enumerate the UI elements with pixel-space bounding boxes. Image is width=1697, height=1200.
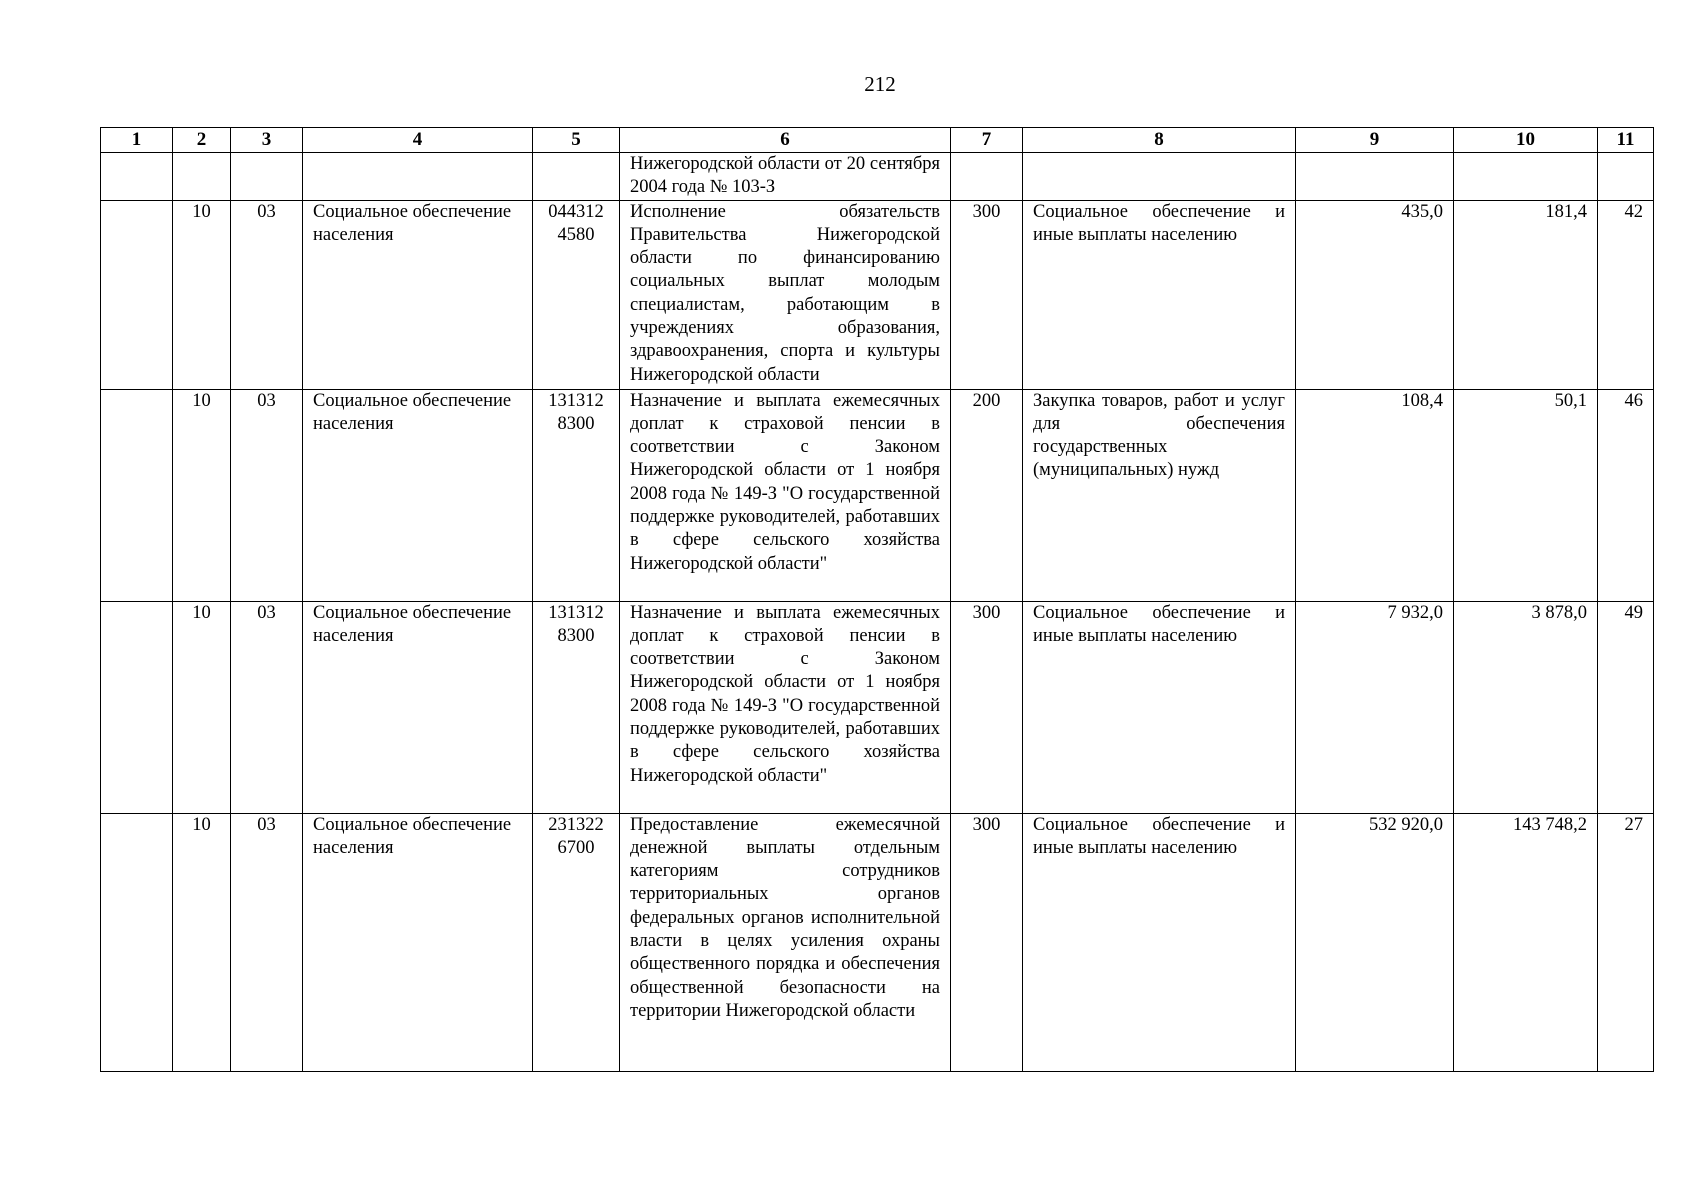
- column-header-3: 3: [231, 128, 303, 153]
- cell-amount-actual: 143 748,2: [1454, 813, 1598, 1071]
- column-header-1: 1: [101, 128, 173, 153]
- cell-amount-actual: 3 878,0: [1454, 601, 1598, 813]
- cell-target-code: 131312 8300: [533, 389, 620, 601]
- cell-amount-plan: 532 920,0: [1296, 813, 1454, 1071]
- column-header-2: 2: [173, 128, 231, 153]
- cell-section: 10: [173, 601, 231, 813]
- budget-table: [100, 127, 1654, 1072]
- cell-col1: [101, 200, 173, 389]
- table-row: [101, 200, 1654, 389]
- table-row: [101, 389, 1654, 601]
- column-header-9: 9: [1296, 128, 1454, 153]
- cell-section-name: Социальное обеспечение населения: [303, 389, 533, 601]
- cell-expense-type-name: Социальное обеспечение и иные выплаты населению: [1023, 200, 1296, 389]
- cell-expense-type: 300: [951, 200, 1023, 389]
- cell-target-code: 044312 4580: [533, 200, 620, 389]
- cell-section-name: Социальное обеспечение населения: [303, 601, 533, 813]
- column-header-4: 4: [303, 128, 533, 153]
- cell-expense-type-name: Социальное обеспечение и иные выплаты населению: [1023, 813, 1296, 1071]
- cell-subsection: [231, 153, 303, 201]
- cell-subsection: 03: [231, 601, 303, 813]
- cell-subsection: 03: [231, 813, 303, 1071]
- cell-section-name: Социальное обеспечение населения: [303, 200, 533, 389]
- cell-expense-type: 200: [951, 389, 1023, 601]
- column-header-11: 11: [1598, 128, 1654, 153]
- cell-description: Предоставление ежемесячной денежной выплаты отдельным категориям сотрудников территориальных органов федеральных органов исполнительной власти в целях усиления охраны общественного порядка и обеспечения общественной безопасности на территории Нижегородской области: [620, 813, 951, 1071]
- cell-col1: [101, 153, 173, 201]
- column-header-5: 5: [533, 128, 620, 153]
- cell-description: Исполнение обязательств Правительства Нижегородской области по финансированию социальных выплат молодым специалистам, работающим в учреждениях образования, здравоохранения, спорта и культуры Нижегородской области: [620, 200, 951, 389]
- cell-target-code: 131312 8300: [533, 601, 620, 813]
- cell-section: 10: [173, 389, 231, 601]
- cell-section-name: Социальное обеспечение населения: [303, 813, 533, 1071]
- cell-amount-plan: [1296, 153, 1454, 201]
- cell-description: Назначение и выплата ежемесячных доплат к страховой пенсии в соответствии с Законом Нижегородской области от 1 ноября 2008 года № 149-З "О государственной поддержке руководителей, работавших в сфере сельского хозяйства Нижегородской области": [620, 601, 951, 813]
- cell-percent: 46: [1598, 389, 1654, 601]
- cell-expense-type-name: Закупка товаров, работ и услуг для обеспечения государственных (муниципальных) нужд: [1023, 389, 1296, 601]
- cell-target-code: [533, 153, 620, 201]
- column-header-10: 10: [1454, 128, 1598, 153]
- cell-expense-type-name: Социальное обеспечение и иные выплаты населению: [1023, 601, 1296, 813]
- cell-percent: [1598, 153, 1654, 201]
- cell-col1: [101, 601, 173, 813]
- cell-amount-plan: 435,0: [1296, 200, 1454, 389]
- cell-amount-actual: [1454, 153, 1598, 201]
- cell-section: 10: [173, 200, 231, 389]
- cell-description: Назначение и выплата ежемесячных доплат к страховой пенсии в соответствии с Законом Нижегородской области от 1 ноября 2008 года № 149-З "О государственной поддержке руководителей, работавших в сфере сельского хозяйства Нижегородской области": [620, 389, 951, 601]
- cell-col1: [101, 813, 173, 1071]
- cell-amount-actual: 181,4: [1454, 200, 1598, 389]
- cell-percent: 49: [1598, 601, 1654, 813]
- cell-expense-type: 300: [951, 813, 1023, 1071]
- cell-amount-actual: 50,1: [1454, 389, 1598, 601]
- table-row: [101, 813, 1654, 1071]
- cell-expense-type: [951, 153, 1023, 201]
- column-header-6: 6: [620, 128, 951, 153]
- table-row: [101, 601, 1654, 813]
- table-header-row: [101, 128, 1654, 153]
- cell-section: 10: [173, 813, 231, 1071]
- cell-subsection: 03: [231, 200, 303, 389]
- cell-expense-type-name: [1023, 153, 1296, 201]
- cell-expense-type: 300: [951, 601, 1023, 813]
- cell-percent: 42: [1598, 200, 1654, 389]
- cell-description: Нижегородской области от 20 сентября 2004 года № 103-З: [620, 153, 951, 201]
- table-row: [101, 153, 1654, 201]
- cell-amount-plan: 108,4: [1296, 389, 1454, 601]
- column-header-7: 7: [951, 128, 1023, 153]
- cell-target-code: 231322 6700: [533, 813, 620, 1071]
- cell-section: [173, 153, 231, 201]
- cell-col1: [101, 389, 173, 601]
- cell-amount-plan: 7 932,0: [1296, 601, 1454, 813]
- page-number: 212: [864, 72, 896, 96]
- cell-percent: 27: [1598, 813, 1654, 1071]
- cell-section-name: [303, 153, 533, 201]
- cell-subsection: 03: [231, 389, 303, 601]
- column-header-8: 8: [1023, 128, 1296, 153]
